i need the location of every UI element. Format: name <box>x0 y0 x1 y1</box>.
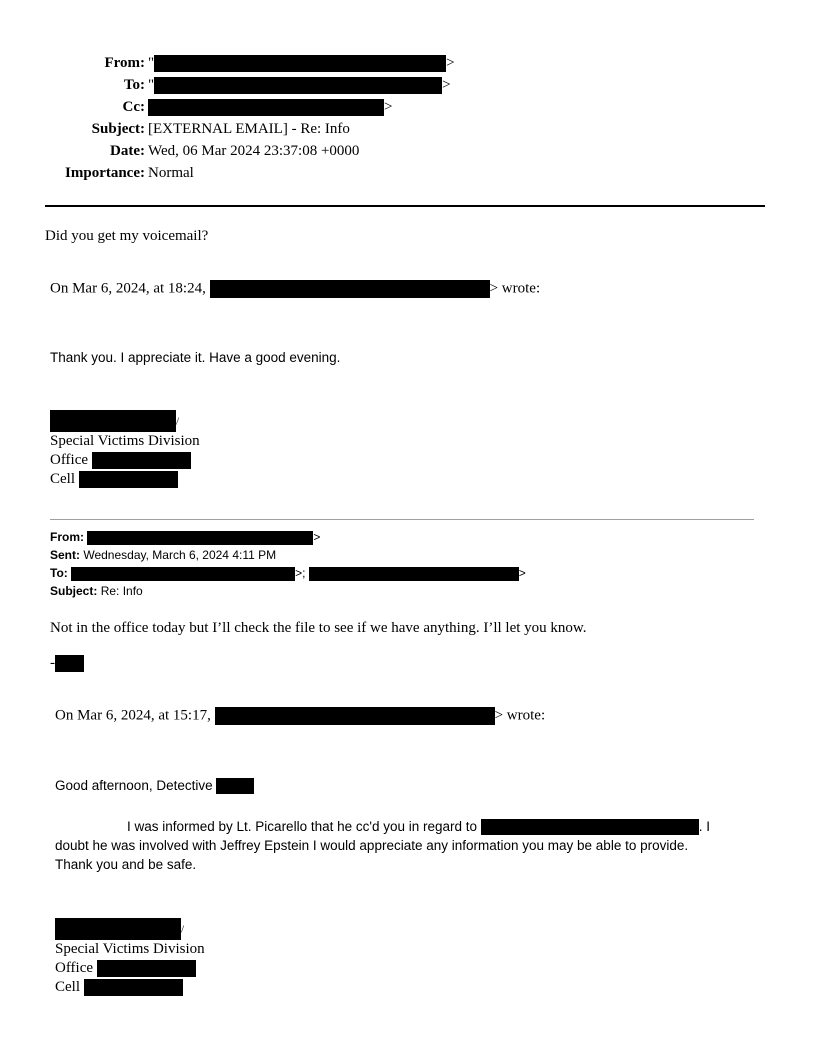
to-suffix: > <box>442 77 451 93</box>
redacted-block <box>97 960 196 977</box>
quoted-subject-label: Subject: <box>50 584 98 598</box>
reply-attribution-prefix: On Mar 6, 2024, at 18:24, <box>50 280 206 297</box>
redacted-block <box>71 567 295 581</box>
quoted-from-suffix: > <box>313 530 321 544</box>
signature-division: Special Victims Division <box>50 433 200 449</box>
signature-name-row <box>50 410 200 432</box>
signature-1 <box>50 410 200 489</box>
reply-attribution-prefix: On Mar 6, 2024, at 15:17, <box>55 707 211 724</box>
importance-value: Normal <box>148 165 194 181</box>
redacted-block <box>84 979 183 996</box>
signature-tick: / <box>176 415 180 428</box>
date-label: Date: <box>110 143 145 159</box>
reply-attribution-2 <box>55 707 545 725</box>
redacted-block <box>215 707 495 725</box>
quoted-sent-value: Wednesday, March 6, 2024 4:11 PM <box>83 548 277 562</box>
paragraph-line-3: Thank you and be safe. <box>55 857 197 872</box>
importance-label: Importance: <box>65 165 145 181</box>
quoted-to-row <box>50 564 526 582</box>
paragraph-line-2: doubt he was involved with Jeffrey Epstein I would appreciate any information you may be able to provide. <box>55 838 689 853</box>
reply-attribution-suffix: > wrote: <box>489 280 541 297</box>
quoted-signoff <box>50 655 84 672</box>
signature-name-row <box>55 918 205 940</box>
signature-office-row <box>55 959 205 978</box>
quoted-to-label: To: <box>50 566 68 580</box>
signature-tick: / <box>181 923 185 936</box>
reply-attribution-suffix: > wrote: <box>494 707 546 724</box>
redacted-block <box>79 471 178 488</box>
paragraph-line-1-text: I was informed by Lt. Picarello that he cc'd you in regard to <box>127 819 478 834</box>
signature-cell-row <box>50 470 200 489</box>
quote-divider <box>50 519 754 520</box>
greeting-text: Good afternoon, Detective <box>55 778 213 793</box>
quoted-to-suffix: > <box>518 566 526 580</box>
redacted-block <box>210 280 490 298</box>
signature-cell-label: Cell <box>55 979 80 995</box>
signature-division: Special Victims Division <box>55 941 205 957</box>
redacted-block <box>309 567 519 581</box>
quoted-subject-row <box>50 582 526 600</box>
quoted-subject-value: Re: Info <box>100 584 143 598</box>
from-suffix: > <box>446 55 455 71</box>
signature-office-label: Office <box>50 452 89 468</box>
quoted-from-label: From: <box>50 530 84 544</box>
message-line: Did you get my voicemail? <box>45 228 209 244</box>
date-value: Wed, 06 Mar 2024 23:37:08 +0000 <box>148 143 360 159</box>
redacted-block <box>55 918 181 940</box>
redacted-block <box>154 55 446 72</box>
redacted-block <box>216 778 254 794</box>
redacted-block <box>148 99 384 116</box>
reply-attribution-1 <box>50 280 540 298</box>
redacted-block <box>50 410 176 432</box>
greeting-line <box>55 778 254 794</box>
signature-cell-row <box>55 978 205 997</box>
signature-cell-label: Cell <box>50 471 75 487</box>
redacted-block <box>481 819 699 835</box>
header-divider <box>45 205 765 207</box>
cc-suffix: > <box>384 99 393 115</box>
quoted-sent-label: Sent: <box>50 548 80 562</box>
signature-office-row <box>50 451 200 470</box>
subject-label: Subject: <box>91 121 145 137</box>
from-label: From: <box>104 55 145 71</box>
redacted-block <box>92 452 191 469</box>
cc-label: Cc: <box>122 99 145 115</box>
redacted-block <box>87 531 313 545</box>
signature-2 <box>55 918 205 997</box>
paragraph-line-1-end: . I <box>698 819 711 834</box>
paragraph-line-1 <box>127 819 710 835</box>
signature-office-label: Office <box>55 960 94 976</box>
quoted-to-separator: >; <box>295 566 306 580</box>
redacted-block <box>55 655 84 672</box>
quoted-body-line: Not in the office today but I’ll check the file to see if we have anything. I’ll let you know. <box>50 620 587 636</box>
redacted-block <box>154 77 442 94</box>
quoted-sent-row <box>50 546 526 564</box>
subject-value: [EXTERNAL EMAIL] - Re: Info <box>148 121 350 137</box>
quoted-header <box>50 528 526 600</box>
to-quote: " <box>148 77 155 93</box>
thanks-line: Thank you. I appreciate it. Have a good evening. <box>50 350 341 365</box>
quoted-from-row <box>50 528 526 546</box>
signoff-dash: - <box>50 655 55 671</box>
to-label: To: <box>123 77 145 93</box>
from-quote: " <box>148 55 155 71</box>
